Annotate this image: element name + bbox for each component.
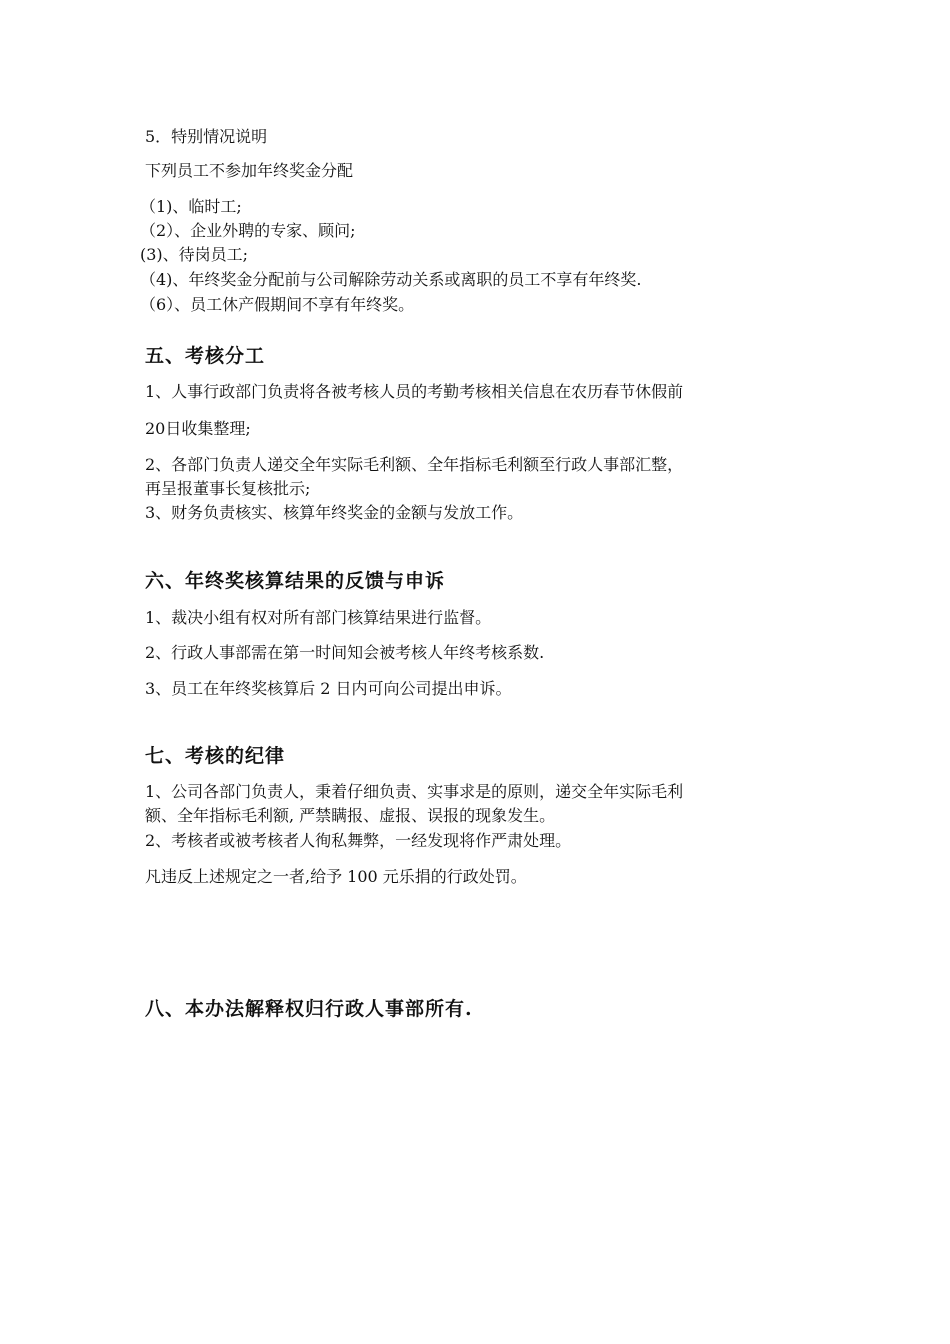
section-heading-6: 六、年终奖核算结果的反馈与申诉 — [145, 570, 446, 592]
special-case-intro: 下列员工不参加年终奖金分配 — [145, 161, 354, 180]
list-item: （2）、企业外聘的专家、顾问; — [140, 221, 356, 240]
paragraph: 再呈报董事长复核批示; — [145, 479, 311, 498]
section-heading-5: 五、考核分工 — [145, 345, 266, 367]
section-heading-8: 八、本办法解释权归行政人事部所有. — [145, 998, 473, 1020]
paragraph: 额、全年指标毛利额, 严禁瞒报、虚报、误报的现象发生。 — [145, 806, 556, 825]
list-item: （4)、年终奖金分配前与公司解除劳动关系或离职的员工不享有年终奖. — [140, 270, 642, 289]
paragraph: 3、员工在年终奖核算后 2 日内可向公司提出申诉。 — [145, 679, 512, 698]
paragraph: 1、裁决小组有权对所有部门核算结果进行监督。 — [145, 608, 492, 627]
paragraph: 2、各部门负责人递交全年实际毛利额、全年指标毛利额至行政人事部汇整， — [145, 455, 684, 474]
paragraph: 20日收集整理; — [145, 419, 251, 438]
paragraph: 1、公司各部门负责人，秉着仔细负责、实事求是的原则，递交全年实际毛利 — [145, 782, 684, 801]
paragraph: 3、财务负责核实、核算年终奖金的金额与发放工作。 — [145, 503, 524, 522]
paragraph: 1、人事行政部门负责将各被考核人员的考勤考核相关信息在农历春节休假前 — [145, 382, 684, 401]
list-item: (3)、待岗员工; — [140, 245, 249, 264]
special-case-title: 5．特别情况说明 — [145, 127, 268, 146]
paragraph: 2、行政人事部需在第一时间知会被考核人年终考核系数. — [145, 643, 545, 662]
list-item: （1)、临时工; — [140, 197, 242, 216]
paragraph: 凡违反上述规定之一者,给予 100 元乐捐的行政处罚。 — [145, 867, 527, 886]
section-heading-7: 七、考核的纪律 — [145, 745, 286, 767]
paragraph: 2、考核者或被考核者人徇私舞弊，一经发现将作严肃处理。 — [145, 831, 572, 850]
list-item: （6）、员工休产假期间不享有年终奖。 — [140, 295, 415, 314]
